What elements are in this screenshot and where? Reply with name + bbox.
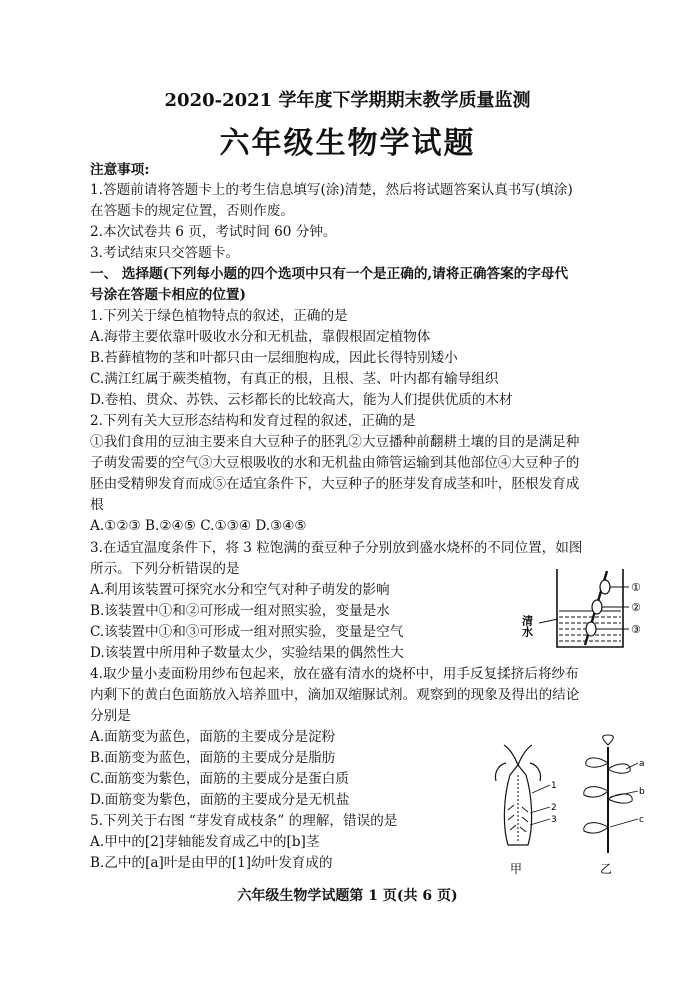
q2-options: A.①②③ B.②④⑤ C.①③④ D.③④⑤ bbox=[90, 518, 307, 534]
q1-stem: 1.下列关于绿色植物特点的叙述，正确的是 bbox=[90, 308, 348, 324]
exam-title-year: 2020-2021 学年度下学期期末教学质量监测 bbox=[164, 90, 531, 111]
q1-option-d: D.卷柏、贯众、苏铁、云杉都长的比较高大，能为人们提供优质的木材 bbox=[90, 392, 513, 408]
bud-caption: 甲 bbox=[510, 862, 523, 876]
q4-option-d: D.面筋变为紫色，面筋的主要成分是无机盐 bbox=[90, 792, 350, 808]
marker-3: ③ bbox=[631, 623, 641, 636]
q3-option-c: C.该装置中①和③可形成一组对照实验，变量是空气 bbox=[90, 624, 404, 640]
notice-item-2: 2.本次试卷共 6 页，考试时间 60 分钟。 bbox=[90, 224, 337, 240]
q1-option-b: B.苔藓植物的茎和叶都只由一层细胞构成，因此长得特别矮小 bbox=[90, 350, 458, 366]
notice-item-1a: 1.答题前请将答题卡上的考生信息填写(涂)清楚，然后将试题答案认真书写(填涂) bbox=[90, 182, 573, 198]
branch-diagram bbox=[584, 735, 645, 876]
q2-statement-2: 子萌发需要的空气③大豆根吸收的水和无机盐由筛管运输到其他部位④大豆种子的 bbox=[90, 455, 580, 471]
q4-stem-a: 4.取少量小麦面粉用纱布包起来，放在盛有清水的烧杯中，用手反复揉挤后将纱布 bbox=[90, 666, 579, 682]
q3-option-b: B.该装置中①和②可形成一组对照实验，变量是水 bbox=[90, 603, 390, 619]
water-label: 清水 bbox=[520, 615, 534, 637]
section-heading-b: 号涂在答题卡相应的位置) bbox=[90, 287, 246, 303]
notice-item-3: 3.考试结束只交答题卡。 bbox=[90, 245, 239, 261]
branch-label-c: c bbox=[639, 815, 644, 825]
page-footer: 六年级生物学试题第 1 页(共 6 页) bbox=[237, 888, 458, 904]
q3-option-a: A.利用该装置可探究水分和空气对种子萌发的影响 bbox=[90, 582, 390, 598]
q1-option-c: C.满江红属于蕨类植物，有真正的根，且根、茎、叶内都有输导组织 bbox=[90, 371, 499, 387]
branch-caption: 乙 bbox=[600, 862, 613, 876]
q2-statement-4: 根 bbox=[90, 497, 104, 513]
q2-stem: 2.下列有关大豆形态结构和发育过程的叙述，正确的是 bbox=[90, 413, 416, 429]
q3-stem-a: 3.在适宜温度条件下，将 3 粒饱满的蚕豆种子分别放到盛水烧杯的不同位置，如图 bbox=[90, 540, 583, 556]
q5-option-b: B.乙中的[a]叶是由甲的[1]幼叶发育成的 bbox=[90, 855, 333, 871]
q4-stem-c: 分别是 bbox=[90, 708, 131, 724]
q3-beaker-figure bbox=[520, 565, 650, 655]
seed-3 bbox=[586, 622, 596, 636]
q4-option-a: A.面筋变为蓝色，面筋的主要成分是淀粉 bbox=[90, 729, 336, 745]
bud-diagram bbox=[495, 745, 556, 876]
marker-2: ② bbox=[631, 601, 641, 614]
q5-option-a: A.甲中的[2]芽轴能发育成乙中的[b]茎 bbox=[90, 834, 320, 850]
q2-statement-1: ①我们食用的豆油主要来自大豆种子的胚乳②大豆播种前翻耕土壤的目的是满足种 bbox=[90, 434, 580, 450]
q4-stem-b: 内剩下的黄白色面筋放入培养皿中，滴加双缩脲试剂。观察到的现象及得出的结论 bbox=[90, 687, 580, 703]
q4-option-c: C.面筋变为紫色，面筋的主要成分是蛋白质 bbox=[90, 771, 349, 787]
bud-label-3: 3 bbox=[551, 815, 557, 825]
q5-bud-branch-figure bbox=[488, 735, 648, 880]
marker-1: ① bbox=[631, 581, 641, 594]
exam-title-subject: 六年级生物学试题 bbox=[219, 126, 476, 161]
q3-stem-b: 所示。下列分析错误的是 bbox=[90, 561, 240, 577]
q4-option-b: B.面筋变为蓝色，面筋的主要成分是脂肪 bbox=[90, 750, 336, 766]
branch-label-a: a bbox=[639, 759, 645, 769]
seed-1 bbox=[600, 580, 610, 594]
seed-2 bbox=[592, 600, 602, 614]
q3-option-d: D.该装置中所用种子数量太少，实验结果的偶然性大 bbox=[90, 645, 404, 661]
bud-label-2: 2 bbox=[551, 803, 557, 813]
section-heading-a: 一、 选择题(下列每小题的四个选项中只有一个是正确的,请将正确答案的字母代 bbox=[90, 266, 569, 282]
bud-label-1: 1 bbox=[551, 781, 557, 791]
q1-option-a: A.海带主要依靠叶吸收水分和无机盐，靠假根固定植物体 bbox=[90, 329, 431, 345]
q5-stem: 5.下列关于右图 “芽发育成枝条” 的理解，错误的是 bbox=[90, 813, 398, 829]
q2-statement-3: 胚由受精卵发育而成⑤在适宜条件下，大豆种子的胚芽发育成茎和叶，胚根发育成 bbox=[90, 476, 580, 492]
branch-label-b: b bbox=[639, 787, 645, 797]
notice-heading: 注意事项: bbox=[90, 162, 150, 178]
notice-item-1b: 在答题卡的规定位置，否则作废。 bbox=[90, 203, 294, 219]
